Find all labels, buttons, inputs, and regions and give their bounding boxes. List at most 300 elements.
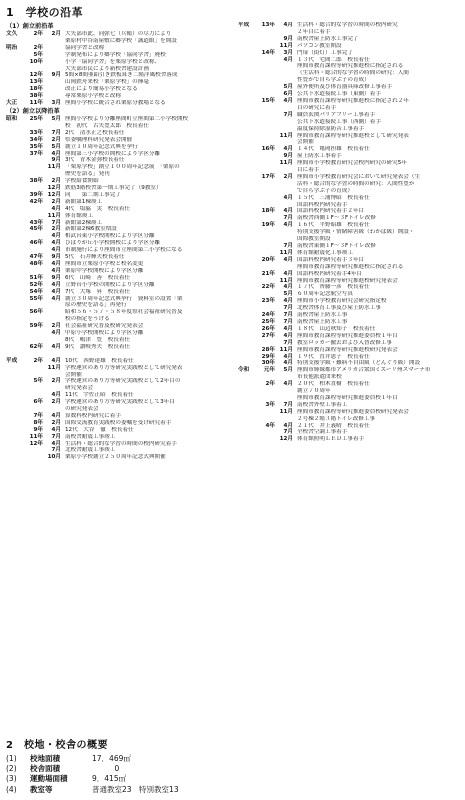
entry-event: 目の研究に着手 — [297, 104, 337, 111]
history-entry — [238, 264, 462, 271]
history-left-column — [6, 22, 234, 684]
entry-event: ひばりが丘小学校開校により学区分離 — [65, 240, 161, 247]
entry-year: 59年 — [29, 323, 43, 330]
entry-event: 大矢部市民により新校舎建設計画 — [65, 65, 149, 72]
history-entry — [6, 254, 234, 261]
history-entry — [238, 105, 462, 112]
entry-event: 目に着手 — [297, 167, 320, 174]
entry-event: 南校舎外壁工事着工 — [297, 401, 348, 408]
entry-event: 座間市教育課程等研究推進校に指定され２年 — [297, 97, 409, 104]
entry-year: 30年 — [261, 360, 275, 367]
entry-month: 4月 — [283, 332, 293, 339]
overview-item — [6, 785, 461, 795]
history-entry — [238, 146, 462, 153]
entry-event: 大矢部市此、同弥七（兵衛）の尽力により — [65, 31, 172, 37]
overview-item-number: (3) — [6, 774, 17, 784]
history-entry — [238, 381, 462, 388]
entry-event: 南校舎西側１F～３Fトイレ改修 — [297, 215, 376, 222]
entry-event: パソコン教室開設 — [297, 42, 342, 49]
entry-event: 公共下水道接続工事（東側）着手 — [297, 91, 381, 98]
entry-year: 18年 — [29, 86, 43, 93]
entry-event: 原の歴史を語る」再発行 — [65, 302, 127, 309]
entry-event: 職員玄関バリアフリー工事着手 — [297, 111, 376, 118]
entry-event: 活科・総合的な学習の時間の研究：人間性豊か — [297, 180, 415, 187]
entry-event: 12代 大谷 徹 校長着任 — [65, 426, 134, 433]
history-right-column — [238, 22, 462, 684]
entry-month: 7月 — [283, 305, 293, 312]
entry-event: 9代 讃岐秀夫 校長着任 — [65, 343, 131, 350]
entry-year: 55年 — [29, 295, 43, 302]
entry-event: 学校給食開始 — [65, 178, 99, 185]
entry-year: 46年 — [29, 240, 43, 247]
entry-event: 栗原村中谷南屋敷に郷学校「誠道館」を開設 — [65, 37, 177, 44]
entry-month: 7月 — [283, 243, 293, 249]
history-entry — [6, 420, 234, 427]
overview-item-value: 普通教室23 特別教室13 — [92, 784, 179, 794]
history-entry — [6, 157, 234, 164]
history-entry — [238, 409, 462, 416]
entry-month: 7月 — [283, 312, 293, 319]
history-entry — [238, 388, 462, 395]
history-entry — [6, 38, 234, 45]
entry-year: 28年 — [261, 346, 275, 353]
entry-month: 7月 — [283, 111, 293, 118]
entry-month: 4月 — [283, 194, 293, 201]
entry-event: 学校運営のあり方等研究実践校として3年目 — [65, 399, 175, 406]
entry-event: 市制施行により座間市立座間第二小学校になる — [65, 247, 183, 254]
history-entry — [238, 229, 462, 236]
overview-list — [6, 754, 461, 795]
entry-month: 11月 — [279, 42, 293, 49]
entry-year: 19年 — [261, 222, 275, 229]
entry-month: 4月 — [283, 222, 293, 229]
history-entry — [238, 77, 462, 84]
history-entry — [6, 206, 234, 213]
entry-event: 改正により簡易小学校となる — [65, 86, 138, 93]
section-title-history: 1 学校の沿革 — [6, 6, 84, 19]
entry-month: 4月 — [283, 360, 293, 367]
history-entry — [6, 275, 234, 282]
entry-month: 2月 — [51, 399, 61, 406]
entry-event: 特別支援学級・情緒障害級（わかば級）開設・ — [297, 229, 415, 236]
entry-month: 4月 — [51, 261, 61, 267]
entry-month: 11月 — [279, 408, 293, 415]
history-entry — [238, 284, 462, 291]
entry-year: 26年 — [261, 325, 275, 332]
era-name: 昭和 — [6, 115, 18, 122]
entry-month: 10月 — [47, 454, 61, 461]
entry-event: 座間市姉妹都市アメリカ合衆国ミズーリ州スマーナ市 — [297, 367, 431, 374]
entry-month: 9月 — [283, 153, 293, 160]
entry-event: 北校舎体育工事及び屋上防水工事 — [297, 305, 381, 312]
history-entry — [238, 174, 462, 181]
entry-month: 2月 — [283, 173, 293, 180]
entry-month: 9月 — [51, 72, 61, 79]
entry-event: 5代 石井輝夫校長着任 — [65, 254, 125, 261]
entry-year: 元年 — [263, 367, 275, 374]
entry-month: 4月 — [283, 381, 293, 388]
history-entry — [238, 222, 462, 229]
entry-month: 4月 — [283, 56, 293, 63]
entry-year: 29年 — [261, 353, 275, 360]
entry-year: 27年 — [261, 332, 275, 339]
entry-month: 7月 — [283, 339, 293, 346]
entry-year: 15年 — [261, 97, 275, 104]
entry-month: 5月 — [283, 84, 293, 91]
entry-event: 座間市教育課程等研究推進校に指定される — [297, 63, 404, 70]
era-name: 文久 — [6, 31, 18, 37]
overview-section — [6, 736, 461, 795]
entry-event: 創立７０周年 — [297, 388, 331, 395]
entry-event: 体育館竣工 — [65, 212, 93, 219]
history-entry — [238, 195, 462, 202]
entry-month: 6月 — [283, 91, 293, 98]
entry-month: 4月 — [283, 325, 293, 332]
history-entry — [238, 167, 462, 174]
history-entry — [238, 84, 462, 91]
entry-month: 4月 — [51, 330, 61, 337]
history-entry — [238, 402, 462, 409]
history-entry — [238, 423, 462, 430]
entry-year: 4年 — [265, 422, 275, 429]
entry-year: 13年 — [261, 22, 275, 28]
entry-year: 42年 — [29, 198, 43, 205]
section-title-overview: 2 校地・校舎の概要 — [6, 740, 108, 751]
entry-event: 座間市教育課程等研究推進委員校１年目 — [297, 332, 398, 339]
entry-month: 2月 — [51, 198, 61, 205]
entry-month: 2月 — [51, 178, 61, 185]
entry-year: 43年 — [29, 219, 43, 226]
history-entry — [238, 91, 462, 98]
entry-event: ２１代 井上義晴 校長着任 — [297, 422, 370, 429]
entry-year: 37年 — [29, 150, 43, 157]
entry-year: 2年 — [33, 357, 43, 364]
entry-month: 12月 — [47, 191, 61, 198]
entry-event: 会開催 — [65, 371, 82, 378]
entry-event: 相武台東小学校開校により学区分離 — [65, 233, 155, 240]
history-entry — [6, 192, 234, 199]
history-entry — [238, 43, 462, 50]
entry-month: 4月 — [51, 281, 61, 288]
entry-year: 45年 — [29, 226, 43, 233]
entry-event: １８代 山辺秋知子 校長着任 — [297, 325, 376, 332]
entry-year: 8年 — [33, 419, 43, 426]
entry-month: 4月 — [51, 205, 61, 212]
entry-year: 23年 — [261, 298, 275, 305]
entry-year: 33年 — [29, 129, 43, 136]
history-entry — [6, 137, 234, 144]
history-entry — [6, 365, 234, 372]
entry-year: 17年 — [261, 173, 275, 180]
history-entry — [238, 436, 462, 443]
history-entry — [6, 378, 234, 385]
history-entry — [6, 213, 234, 220]
entry-month: 7月 — [51, 219, 61, 226]
entry-month: 9月 — [51, 274, 61, 281]
entry-event: 座間小学校に統合され栗原分教場となる — [65, 100, 166, 107]
history-entry — [6, 226, 234, 233]
entry-event: 性豊かで自ら学ぶ子の育成） — [297, 77, 370, 84]
entry-month: 4月 — [283, 146, 293, 153]
entry-event: 生活科・総合的な学習の時間の校内研究着手 — [65, 440, 177, 447]
history-entry — [238, 63, 462, 70]
history-entry — [6, 309, 234, 316]
history-entry — [238, 160, 462, 167]
entry-year: 20年 — [261, 256, 275, 263]
entry-event: 4代 塩脇 実 校長着任 — [65, 205, 131, 212]
entry-month: 4月 — [283, 298, 293, 305]
spacer — [6, 351, 234, 358]
history-entry — [6, 268, 234, 275]
entry-year: 12年 — [29, 72, 43, 79]
entry-event: 昭和５６・５７・５８年度県社会福祉研究普及 — [65, 309, 183, 316]
entry-event: 座間市小学校教育研究会校内研究の研究5年 — [297, 160, 407, 167]
entry-year: 18年 — [261, 208, 275, 215]
overview-item-label: 運動場面積 — [30, 774, 68, 784]
history-entry — [6, 59, 234, 66]
history-entry — [6, 164, 234, 171]
history-subsection-heading: （2）創立以降沿革 — [6, 107, 60, 115]
entry-event: 新館第1棟竣工 — [65, 198, 103, 205]
history-entry — [238, 153, 462, 160]
history-entry — [6, 427, 234, 434]
history-entry — [238, 250, 462, 257]
entry-year: 2年 — [265, 381, 275, 388]
entry-event: 「栗原学校」創立１００周年記念展 「栗原の — [65, 164, 180, 171]
history-entry — [6, 123, 234, 130]
entry-month: 4月 — [51, 412, 61, 419]
entry-event: 創立３０周年記念式典挙行 資料室の設置「栗 — [65, 295, 183, 302]
history-entry — [238, 50, 462, 57]
history-entry — [238, 119, 462, 126]
history-entry — [238, 133, 462, 140]
entry-month: 7月 — [283, 429, 293, 436]
entry-month: 2月 — [51, 136, 61, 143]
entry-event: 国語科校内研究着手 — [297, 201, 348, 208]
entry-month: 7月 — [283, 401, 293, 408]
entry-year: 25年 — [29, 115, 43, 122]
history-entry — [6, 240, 234, 247]
entry-event: １９代 直井恵子 校長着任 — [297, 353, 370, 360]
overview-item — [6, 774, 461, 784]
entry-event: 北校舎耐震工事竣工 — [65, 447, 116, 454]
history-entry — [238, 347, 462, 354]
entry-month: 4月 — [51, 267, 61, 274]
entry-event: 会開催 — [297, 139, 314, 146]
overview-item-value: 0 — [92, 764, 120, 774]
entry-year: 25年 — [261, 318, 275, 325]
entry-year: 34年 — [29, 136, 43, 143]
entry-month: 7月 — [51, 433, 61, 440]
entry-event: 教室ロッカー撤去および入替改修工事 — [297, 339, 392, 346]
entry-event: 国語科校内研究着手4年目 — [297, 270, 363, 277]
entry-event: 座間市教育課程等研究推進校として研究発表 — [297, 132, 409, 139]
overview-item-label: 校地面積 — [30, 754, 60, 763]
entry-event: 体育館照明ＬＥＤ工事着手 — [297, 436, 365, 443]
entry-event: 栗原小学校創立２５０周年記念式典開催 — [65, 454, 166, 461]
era-name: 平成 — [6, 357, 18, 364]
entry-event: ２０代 柏木直樹 校長着任 — [297, 381, 370, 388]
overview-item-label: 教室等 — [30, 784, 53, 794]
history-entry — [6, 261, 234, 268]
entry-event: １４代 亀岡担雄 校長着任 — [297, 146, 370, 153]
entry-month: 3月 — [51, 100, 61, 107]
history-entry — [238, 416, 462, 423]
overview-item-number: (2) — [6, 764, 17, 774]
entry-event: １５代 三浦博昭 校長着任 — [297, 194, 370, 201]
entry-month: 5月 — [283, 367, 293, 374]
entry-year: 11年 — [29, 433, 43, 440]
entry-event: 南校舎屋上防水工事 — [297, 318, 348, 325]
entry-month: 2月 — [51, 378, 61, 385]
entry-event: ２号棟２階３階トイレ改修工事 — [297, 415, 376, 422]
entry-month: 4月 — [51, 288, 61, 295]
entry-event: 門扉（街灯）工事完了 — [297, 49, 353, 56]
entry-event: 南校舎屋上防水工事 — [297, 312, 348, 319]
entry-month: 4月 — [51, 426, 61, 433]
history-entry — [238, 367, 462, 374]
entry-event: 学校運営のあり方等研究実践校として研究発表 — [65, 364, 183, 371]
history-entry — [6, 296, 234, 303]
entry-year: 13年 — [29, 79, 43, 86]
entry-year: 11年 — [29, 100, 43, 107]
entry-month: 4月 — [283, 422, 293, 429]
entry-event: 国際教室開設 — [297, 236, 331, 243]
history-entry — [238, 36, 462, 43]
entry-year: 5年 — [33, 378, 43, 385]
entry-month: 11月 — [47, 164, 61, 171]
entry-month: 4月 — [283, 22, 293, 28]
entry-month: 4月 — [51, 240, 61, 247]
entry-event: 座間市教育課程等研究推進校研究発表会 — [297, 277, 398, 284]
entry-event: 11代 宇佐正昭 校長着任 — [65, 392, 134, 399]
entry-year: 22年 — [261, 284, 275, 291]
entry-event: 南校舎屋上防水工事完了 — [297, 35, 359, 42]
overview-item-value: 17．469㎡ — [92, 754, 131, 763]
history-entry — [6, 100, 234, 107]
entry-event: 8代 嶋津 豊 校長着任 — [65, 336, 131, 343]
entry-event: 座間市教育課程等研究推進校研究発表会 — [297, 346, 398, 353]
entry-event: 社会福祉研究普及校研究発表会 — [65, 323, 144, 330]
entry-month: 7月 — [51, 129, 61, 136]
history-entry — [6, 441, 234, 448]
entry-month: 2月 — [51, 323, 61, 330]
entry-month: 9月 — [283, 35, 293, 42]
entry-event: 国語科校内研究着手２年目 — [297, 208, 365, 215]
entry-year: 9年 — [33, 426, 43, 433]
entry-event: ６０周年記念航空写真 — [297, 291, 353, 298]
entry-year: 54年 — [29, 288, 43, 295]
entry-month: 4月 — [283, 284, 293, 291]
era-name: 大正 — [6, 100, 18, 107]
entry-event: 体育館耐震化工事竣工 — [297, 249, 353, 256]
entry-event: １７代 齊藤一彦 校長着任 — [297, 284, 370, 291]
history-entry — [238, 236, 462, 243]
history-entry — [6, 31, 234, 38]
entry-event: 温度保持除湿防音工事着手 — [297, 125, 365, 132]
entry-event: 屋外便所及び体育器具庫改修工事着手 — [297, 84, 393, 91]
overview-item — [6, 764, 461, 774]
history-entry — [6, 323, 234, 330]
history-entry — [238, 326, 462, 333]
entry-event: 全校舎空調工事着手 — [297, 429, 348, 436]
entry-month: 11月 — [279, 346, 293, 353]
entry-month: 5月 — [51, 115, 61, 122]
entry-event: 公共下水道接続工事（西側）着手 — [297, 118, 381, 125]
entry-year: 14年 — [261, 49, 275, 56]
history-entry — [6, 337, 234, 344]
entry-month: 4月 — [51, 233, 61, 240]
history-entry — [6, 185, 234, 192]
history-entry — [238, 70, 462, 77]
history-entry — [6, 130, 234, 137]
entry-event: 6代 山崎 善 校長着任 — [65, 274, 131, 281]
entry-event: 生活科・総合的な学習の時間の校内研究 — [297, 22, 398, 28]
entry-month: 11月 — [47, 364, 61, 371]
entry-event: 座間小学校より分離座間町立座間第二小学校開校 — [65, 115, 189, 122]
entry-month: 4月 — [51, 150, 61, 157]
entry-event: １６代 平野昭雄 校長着任 — [297, 222, 370, 229]
entry-year: 5年 — [33, 51, 43, 58]
entry-month: 4月 — [283, 208, 293, 215]
entry-year: 6年 — [33, 399, 43, 406]
history-subsection-heading: （1）創立前沿革 — [6, 23, 54, 30]
entry-event: 2代 清水正之校長着任 — [65, 129, 125, 136]
entry-event: 市長他派遣団来校 — [297, 374, 342, 381]
entry-event: 座間市教育課程等研究推進委員校１年目 — [297, 394, 398, 401]
overview-item-value: 9．415㎡ — [92, 774, 127, 784]
entry-event: 新館第2棟6教室増設 — [65, 226, 117, 233]
entry-event: 学校運営のあり方等研究実践校として2年目の — [65, 378, 181, 385]
era-name: 明治 — [6, 44, 18, 51]
history-entry — [238, 126, 462, 133]
entry-event: （生活科・総合的な学習の時間の研究：人間 — [297, 70, 409, 77]
history-entry — [238, 243, 462, 250]
entry-month: 11月 — [279, 132, 293, 139]
entry-month: 11月 — [279, 249, 293, 256]
entry-event: の研究発表会 — [65, 406, 99, 413]
entry-month: 7月 — [283, 318, 293, 325]
history-entry — [6, 116, 234, 123]
entry-year: 48年 — [29, 261, 43, 267]
entry-month: 2月 — [51, 226, 61, 233]
era-name: 令和 — [238, 367, 250, 374]
history-entry — [6, 447, 234, 454]
entry-month: 11月 — [279, 277, 293, 284]
history-entry — [6, 454, 234, 461]
history-entry — [238, 312, 462, 319]
history-entry — [238, 257, 462, 264]
history-entry — [6, 434, 234, 441]
entry-year: 62年 — [29, 343, 43, 350]
entry-month: 4月 — [283, 97, 293, 104]
entry-event: ２年目に着手 — [297, 28, 331, 35]
entry-month: 9月 — [51, 254, 61, 261]
entry-event: 座間市教育課程等研究推進校に指定される — [297, 263, 404, 270]
entry-month: 4月 — [51, 343, 61, 350]
history-entry — [6, 344, 234, 351]
entry-month: 5月 — [283, 291, 293, 298]
history-entry — [6, 399, 234, 406]
entry-month: 9月 — [51, 157, 61, 164]
entry-event: 鉄筋3階校舎第一期工事完了（9教室） — [65, 185, 162, 192]
history-entry — [238, 98, 462, 105]
entry-year: 10年 — [29, 58, 43, 65]
entry-month: 3月 — [283, 49, 293, 56]
entry-event: 中原小学校開校により学区分離 — [65, 330, 144, 337]
entry-event: 座間市小学校教育研究会研究指定校 — [297, 298, 387, 305]
overview-item — [6, 754, 461, 764]
